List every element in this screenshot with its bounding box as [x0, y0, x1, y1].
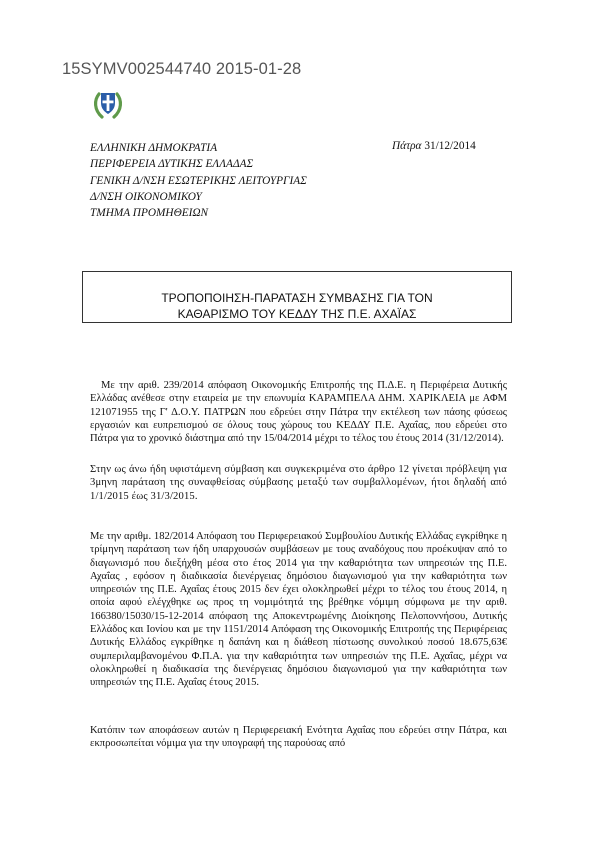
document-title-box [82, 271, 512, 323]
date: 31/12/2014 [424, 140, 476, 152]
body-paragraph: Με την αριθμ. 182/2014 Απόφαση του Περιφερειακού Συμβουλίου Δυτικής Ελλάδας εγκρίθηκε η τρίμηνη παράταση των ήδη υπαρχουσών συμβάσεων με τους αναδόχους που προέκυψαν από το διαγωνισμό που διεξήχθη μέσα στο έτος 2014 για την καθαριότητα των υπηρεσιών της Π.Ε. Αχαΐας , εφόσον η διαδικασία διενέργειας δημόσιου διαγωνισμού για την καθαριότητα των υπηρεσιών της Π.Ε. Αχαΐας έτους 2015 δεν έχει ολοκληρωθεί μέχρι το τέλος του έτους 2014, η οποία αφού ελέγχθηκε ως προς τη νομιμότητά της βρέθηκε νόμιμη σύμφωνα με την αριθ. 166380/15030/15-12-2014 απόφαση της Αποκεντρωμένης Διοίκησης Πελοποννήσου, Δυτικής Ελλάδος και Ιονίου και με την 1151/2014 Απόφαση της Οικονομικής Επιτροπής της Περιφέρειας Δυτικής Ελλάδος εγκρίθηκε η δαπάνη και η διάθεση πίστωσης συνολικού ποσού 18.675,63€ συμπεριλαμβανομένου Φ.Π.Α. για την καθαριότητα των υπηρεσιών της Π.Ε. Αχαΐας, μέχρι να ολοκληρωθεί η διαδικασία της διενέργειας δημόσιου διαγωνισμού για την καθαριότητα των υπηρεσιών της Π.Ε. Αχαΐας έτους 2015. [90, 531, 507, 689]
place-date [392, 140, 476, 152]
document-title-line: ΚΑΘΑΡΙΣΜΟ ΤΟΥ ΚΕΔΔΥ ΤΗΣ Π.Ε. ΑΧΑΪΑΣ [177, 307, 417, 321]
body-paragraph: Κατόπιν των αποφάσεων αυτών η Περιφερειακή Ενότητα Αχαΐας που εδρεύει στην Πάτρα, και εκπροσωπείται νόμιμα για την υπογραφή της παρούσας από [90, 725, 507, 750]
diavgeia-id: 15SYMV002544740 2015-01-28 [62, 60, 302, 78]
body-paragraph: Με την αριθ. 239/2014 απόφαση Οικονομικής Επιτροπής της Π.Δ.Ε. η Περιφέρεια Δυτικής Ελλάδας ανέθεσε στην εταιρεία με την επωνυμία ΚΑΡΑΜΠΕΛΑ ΔΗΜ. ΧΑΡΙΚΛΕΙΑ με ΑΦΜ 121071955 της Γ' Δ.Ο.Υ. ΠΑΤΡΩΝ που εδρεύει στην Πάτρα την εκτέλεση των πάσης φύσεως εργασιών και ευπρεπισμού σε όλους τους χώρους του ΚΕΔΔΥ Π.Ε. Αχαΐας, που εδρεύει στο Πάτρα για το χρονικό διάστημα από την 15/04/2014 μέχρι το τέλος του έτους 2014 (31/12/2014). [90, 380, 507, 445]
header-line: Δ/ΝΣΗ ΟΙΚΟΝΟΜΙΚΟΥ [90, 190, 202, 203]
cross-horizontal [103, 101, 114, 104]
body-paragraph: Στην ως άνω ήδη υφιστάμενη σύμβαση και συγκεκριμένα στο άρθρο 12 γίνεται πρόβλεψη για 3μηνη παράταση της συναφθείσας σύμβασης μεταξύ των συμβαλλομένων, ήτοι δηλαδή από 1/1/2015 έως 31/3/2015. [90, 464, 507, 502]
document-title-line: ΤΡΟΠΟΠΟΙΗΣΗ-ΠΑΡΑΤΑΣΗ ΣΥΜΒΑΣΗΣ ΓΙΑ ΤΟΝ [161, 291, 433, 305]
header-line: ΠΕΡΙΦΕΡΕΙΑ ΔΥΤΙΚΗΣ ΕΛΛΑΔΑΣ [90, 158, 254, 171]
greek-coat-of-arms-icon [93, 88, 123, 120]
issuer-header [90, 140, 307, 221]
place: Πάτρα [392, 140, 422, 152]
header-line: ΤΜΗΜΑ ΠΡΟΜΗΘΕΙΩΝ [90, 207, 209, 220]
header-line: ΕΛΛΗΝΙΚΗ ΔΗΜΟΚΡΑΤΙΑ [90, 142, 218, 154]
header-line: ΓΕΝΙΚΗ Δ/ΝΣΗ ΕΣΩΤΕΡΙΚΗΣ ΛΕΙΤΟΥΡΓΙΑΣ [90, 174, 307, 187]
